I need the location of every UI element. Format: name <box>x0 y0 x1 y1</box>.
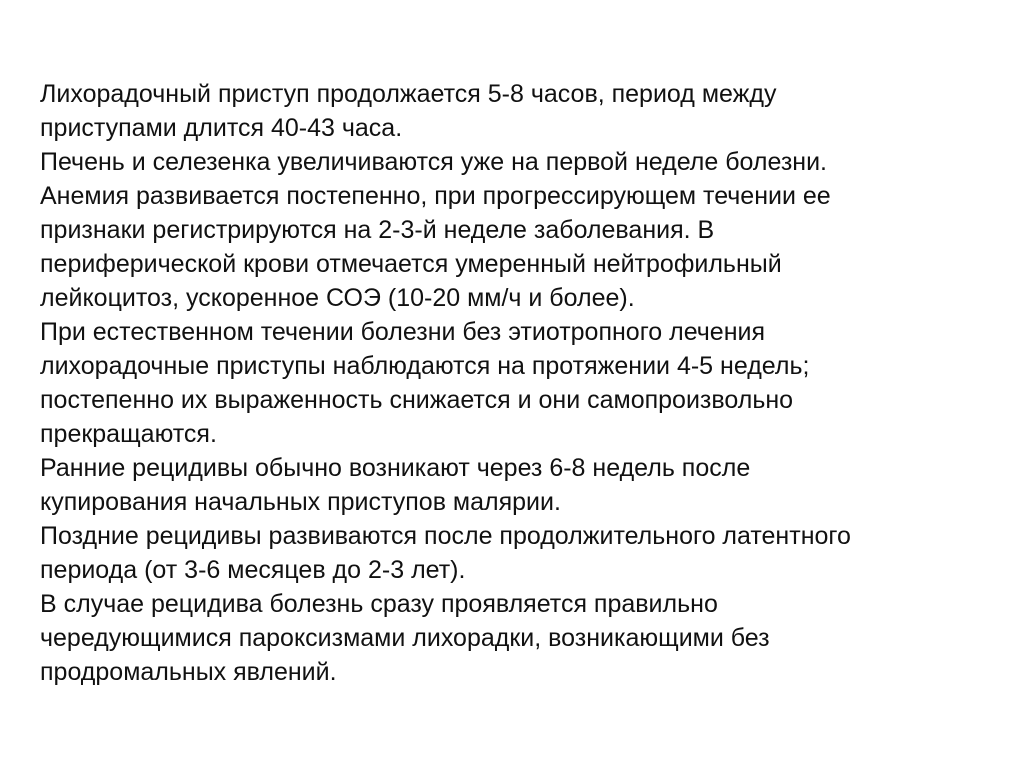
text-line: периферической крови отмечается умеренный нейтрофильный <box>40 250 782 278</box>
text-line: лейкоцитоз, ускоренное СОЭ (10-20 мм/ч и более). <box>40 284 635 312</box>
text-line: лихорадочные приступы наблюдаются на протяжении 4-5 недель; <box>40 352 810 380</box>
paragraph-natural-course <box>40 315 1000 451</box>
text-line: При естественном течении болезни без этиотропного лечения <box>40 318 766 346</box>
text-line: чередующимися пароксизмами лихорадки, возникающими без <box>40 624 770 652</box>
text-line: прекращаются. <box>40 420 217 448</box>
paragraph-early-relapse <box>40 451 1000 519</box>
text-line: продромальных явлений. <box>40 658 337 686</box>
text-line: признаки регистрируются на 2-3-й неделе заболевания. В <box>40 216 715 244</box>
text-line: Печень и селезенка увеличиваются уже на первой неделе болезни. <box>40 148 827 176</box>
text-line: Лихорадочный приступ продолжается 5-8 часов, период между <box>40 80 777 108</box>
text-line: Поздние рецидивы развиваются после продолжительного латентного <box>40 522 851 550</box>
text-line: постепенно их выраженность снижается и они самопроизвольно <box>40 386 794 414</box>
text-line: В случае рецидива болезнь сразу проявляется правильно <box>40 590 718 618</box>
text-line: приступами длится 40-43 часа. <box>40 114 403 142</box>
text-line: купирования начальных приступов малярии. <box>40 488 561 516</box>
body-text <box>40 77 1000 689</box>
paragraph-fever-attack <box>40 77 1000 145</box>
paragraph-late-relapse <box>40 519 1000 587</box>
text-line: Анемия развивается постепенно, при прогрессирующем течении ее <box>40 182 831 210</box>
paragraph-anemia <box>40 179 1000 315</box>
text-line: Ранние рецидивы обычно возникают через 6-8 недель после <box>40 454 751 482</box>
paragraph-liver-spleen <box>40 145 1000 179</box>
text-line: периода (от 3-6 месяцев до 2-3 лет). <box>40 556 466 584</box>
paragraph-relapse-course <box>40 587 1000 689</box>
